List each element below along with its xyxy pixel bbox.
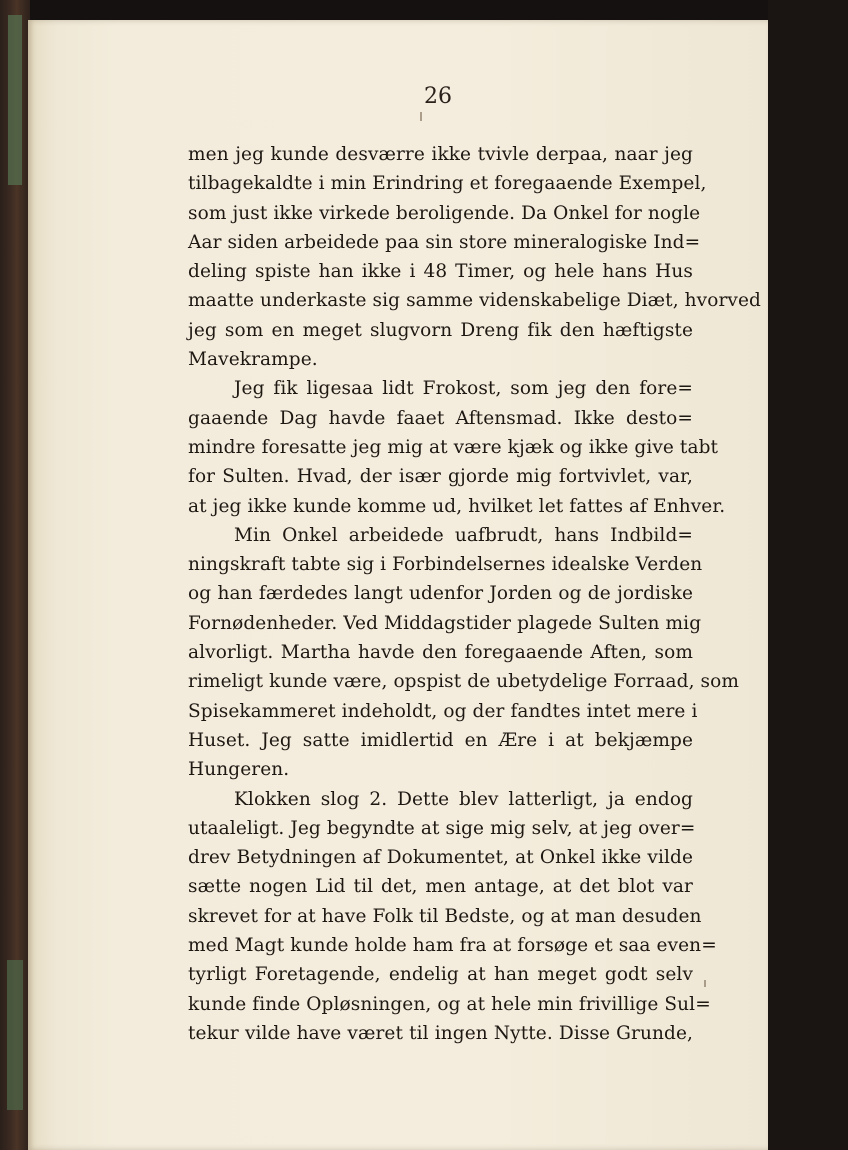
text-line: Fornødenheder. Ved Middagstider plagede Sulten mig <box>188 612 702 634</box>
text-line: sætte nogen Lid til det, men antage, at det blot var <box>188 876 693 898</box>
text-line: at jeg ikke kunde komme ud, hvilket let fattes af Enhver. <box>188 495 726 517</box>
text-line: Mavekrampe. <box>188 349 318 371</box>
text-line: Huset. Jeg satte imidlertid en Ære i at bekjæmpe <box>188 729 693 751</box>
text-line: gaaende Dag havde faaet Aftensmad. Ikke desto= <box>188 407 693 429</box>
text-line: alvorligt. Martha havde den foregaaende Aften, som <box>188 642 693 664</box>
text-line: utaaleligt. Jeg begyndte at sige mig selv, at jeg over= <box>188 817 696 839</box>
text-line: skrevet for at have Folk til Bedste, og at man desuden <box>188 905 702 927</box>
text-line: mindre foresatte jeg mig at være kjæk og ikke give tabt <box>188 436 719 458</box>
text-line: tekur vilde have været til ingen Nytte. Disse Grunde, <box>188 1022 693 1044</box>
text-line: Spisekammeret indeholdt, og der fandtes intet mere i <box>188 700 698 722</box>
text-line: og han færdedes langt udenfor Jorden og de jordiske <box>188 583 693 605</box>
text-line: deling spiste han ikke i 48 Timer, og hele hans Hus <box>188 261 693 283</box>
text-line: rimeligt kunde være, opspist de ubetydelige Forraad, som <box>188 671 740 693</box>
ink-speck <box>704 980 706 987</box>
text-line: Hungeren. <box>188 759 290 781</box>
text-line: tilbagekaldte i min Erindring et foregaaende Exempel, <box>188 173 707 195</box>
ink-speck <box>420 112 422 121</box>
page-number: 26 <box>424 84 452 109</box>
text-line: drev Betydningen af Dokumentet, at Onkel ikke vilde <box>188 847 693 869</box>
cover-top-edge <box>0 0 768 22</box>
text-line: Aar siden arbeidede paa sin store mineralogiske Ind= <box>188 231 701 253</box>
text-line: for Sulten. Hvad, der især gjorde mig fortvivlet, var, <box>188 466 693 488</box>
text-line: men jeg kunde desværre ikke tvivle derpaa, naar jeg <box>188 144 693 165</box>
text-line: Min Onkel arbeidede uafbrudt, hans Indbild= <box>234 524 693 546</box>
book-page <box>28 20 768 1150</box>
text-line: Klokken slog 2. Dette blev latterligt, ja endog <box>234 788 693 810</box>
text-line: ningskraft tabte sig i Forbindelsernes idealske Verden <box>188 554 703 576</box>
text-line: tyrligt Foretagende, endelig at han meget godt selv <box>188 964 693 986</box>
text-line: som just ikke virkede beroligende. Da Onkel for nogle <box>188 202 701 224</box>
text-line: maatte underkaste sig samme videnskabelige Diæt, hvorved <box>188 290 761 312</box>
text-line: Jeg fik ligesaa lidt Frokost, som jeg den fore= <box>234 378 693 400</box>
text-line: kunde finde Opløsningen, og at hele min frivillige Sul= <box>188 993 711 1015</box>
book-spine <box>0 0 30 1150</box>
text-line: med Magt kunde holde ham fra at forsøge et saa even= <box>188 935 717 957</box>
body-text <box>188 140 761 1048</box>
text-line: jeg som en meget slugvorn Dreng fik den hæftigste <box>188 319 693 341</box>
